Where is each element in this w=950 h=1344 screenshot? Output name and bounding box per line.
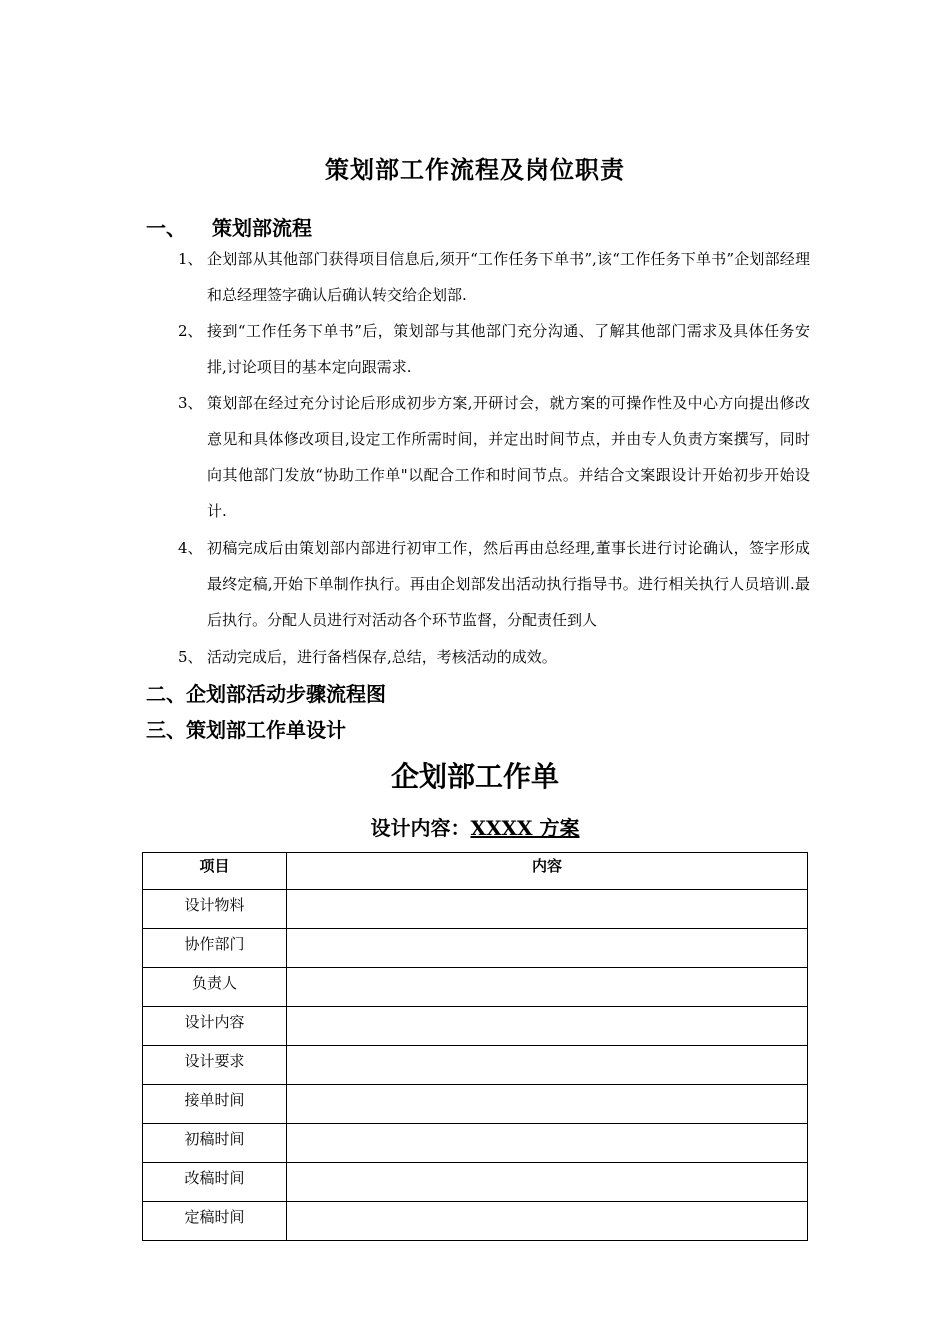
row-label: 改稿时间 (143, 1163, 287, 1202)
table-row (143, 1202, 808, 1241)
row-label: 接单时间 (143, 1085, 287, 1124)
row-label: 设计内容 (143, 1007, 287, 1046)
table-row (143, 1124, 808, 1163)
list-item (178, 385, 810, 529)
list-item-text: 企划部从其他部门获得项目信息后,须开“工作任务下单书”,该“工作任务下单书”企划部经理和总经理签字确认后确认转交给企划部. (207, 250, 810, 304)
table-row (143, 968, 808, 1007)
row-value-cell[interactable] (287, 890, 808, 929)
list-item-text: 初稿完成后由策划部内部进行初审工作，然后再由总经理,董事长进行讨论确认，签字形成最终定稿,开始下单制作执行。再由企划部发出活动执行指导书。进行相关执行人员培训.最后执行。分配人员进行对活动各个环节监督，分配责任到人 (207, 539, 810, 629)
table-row (143, 1046, 808, 1085)
list-item-number: 2、 (178, 322, 203, 340)
list-item (178, 530, 810, 638)
row-label: 负责人 (143, 968, 287, 1007)
list-item-text: 活动完成后，进行备档保存,总结，考核活动的成效。 (207, 648, 557, 666)
row-value-cell[interactable] (287, 1046, 808, 1085)
page-title: 策划部工作流程及岗位职责 (325, 155, 625, 184)
column-header-item: 项目 (143, 853, 287, 890)
worksheet-subtitle-prefix: 设计内容： (370, 816, 471, 840)
section-1-heading: 策划部流程 (212, 216, 312, 240)
row-value-cell[interactable] (287, 1007, 808, 1046)
list-item (178, 241, 810, 313)
row-label: 设计物料 (143, 890, 287, 929)
list-item-text: 接到“工作任务下单书”后，策划部与其他部门充分沟通、了解其他部门需求及具体任务安排,讨论项目的基本定向跟需求. (207, 322, 810, 376)
list-item-number: 4、 (178, 539, 203, 557)
worksheet-table (142, 852, 808, 1241)
table-header-row (143, 853, 808, 890)
row-value-cell[interactable] (287, 1085, 808, 1124)
list-item-number: 3、 (178, 394, 203, 412)
row-label: 设计要求 (143, 1046, 287, 1085)
section-3-heading: 三、策划部工作单设计 (146, 718, 346, 742)
table-row (143, 1007, 808, 1046)
row-value-cell[interactable] (287, 929, 808, 968)
worksheet-title: 企划部工作单 (390, 760, 559, 793)
list-item-text: 策划部在经过充分讨论后形成初步方案,开研讨会，就方案的可操作性及中心方向提出修改意见和具体修改项目,设定工作所需时间，并定出时间节点，并由专人负责方案撰写，同时向其他部门发放“协助工作单"以配合工作和时间节点。并结合文案跟设计开始初步开始设计. (207, 394, 810, 520)
row-label: 定稿时间 (143, 1202, 287, 1241)
table-row (143, 1163, 808, 1202)
row-value-cell[interactable] (287, 968, 808, 1007)
table-row (143, 929, 808, 968)
section-2-heading: 二、企划部活动步骤流程图 (146, 682, 386, 706)
worksheet-subtitle (0, 812, 950, 841)
column-header-content: 内容 (287, 853, 808, 890)
list-item-number: 5、 (178, 648, 203, 666)
list-item (178, 639, 810, 675)
row-label: 初稿时间 (143, 1124, 287, 1163)
row-value-cell[interactable] (287, 1124, 808, 1163)
list-item (178, 313, 810, 385)
row-value-cell[interactable] (287, 1163, 808, 1202)
table-row (143, 890, 808, 929)
section-1-number: 一、 (146, 216, 186, 240)
worksheet-subtitle-value: XXXX 方案 (470, 816, 580, 840)
row-label: 协作部门 (143, 929, 287, 968)
row-value-cell[interactable] (287, 1202, 808, 1241)
list-item-number: 1、 (178, 250, 203, 268)
table-row (143, 1085, 808, 1124)
